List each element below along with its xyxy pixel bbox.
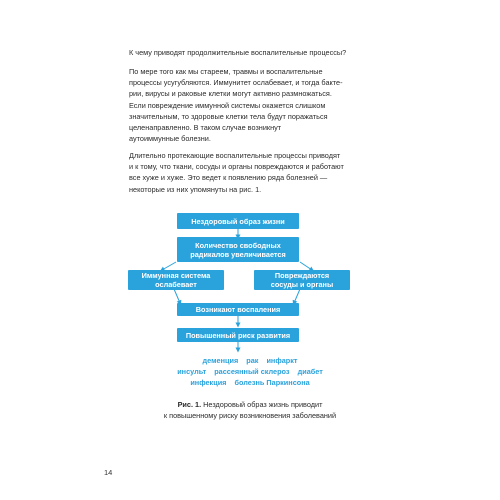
- arrow-damage-to-inflammation: [294, 289, 300, 303]
- page-number: 14: [104, 468, 113, 477]
- paragraph-line: процессы усугубляются. Иммунитет ослабевает, и тогда бакте-: [129, 78, 343, 88]
- disease-item: болезнь Паркинсона: [234, 378, 310, 387]
- disease-item: рак: [246, 356, 259, 365]
- disease-item: инфаркт: [266, 356, 298, 365]
- paragraph-line: аутоиммунные болезни.: [129, 134, 211, 144]
- node-inflammation: [177, 303, 299, 316]
- disease-item: диабет: [297, 367, 323, 376]
- arrow-radicals-to-damage: [300, 262, 312, 270]
- disease-row: [150, 366, 350, 377]
- disease-item: инсульт: [177, 367, 207, 376]
- node-label: Повышенный риск развития: [185, 330, 291, 340]
- node-free-radicals: [177, 237, 299, 262]
- node-label: Повреждаются сосуды и органы: [270, 271, 334, 289]
- disease-row: [150, 355, 350, 366]
- paragraph-line: рии, вирусы и раковые клетки могут активно размножаться.: [129, 89, 332, 99]
- paragraph-line: и к тому, что ткани, сосуды и органы повреждаются и работают: [129, 162, 344, 172]
- disease-item: рассеянный склероз: [214, 367, 290, 376]
- node-unhealthy-lifestyle: [177, 213, 299, 229]
- disease-item: инфекция: [190, 378, 227, 387]
- node-vessels-damaged: [254, 270, 350, 290]
- question-text: К чему приводят продолжительные воспалительные процессы?: [129, 48, 347, 57]
- node-label: Иммунная система ослабевает: [141, 271, 211, 289]
- arrow-immune-to-inflammation: [174, 289, 180, 303]
- paragraph-line: По мере того как мы стареем, травмы и воспалительные: [129, 67, 323, 76]
- node-label: Количество свободных радикалов увеличивается: [190, 240, 286, 259]
- paragraph-line: все хуже и хуже. Это ведет к появлению ряда болезней —: [129, 173, 328, 183]
- caption-line-2: к повышенному риску возникновения заболеваний: [163, 411, 337, 420]
- node-increased-risk: [177, 328, 299, 342]
- question-heading: [129, 47, 379, 58]
- node-label: Возникают воспаления: [195, 305, 281, 314]
- arrow-radicals-to-immune: [162, 262, 176, 270]
- paragraph-line: целенаправленно. В таком случае возникнут: [129, 123, 282, 133]
- node-label: Нездоровый образ жизни: [191, 216, 285, 226]
- paragraph-2: [129, 150, 379, 195]
- disease-list: [150, 355, 350, 388]
- caption-label: Рис. 1.: [177, 400, 202, 409]
- paragraph-line: Если повреждение иммунной системы окажется слишком: [129, 100, 326, 110]
- paragraph-line: Длительно протекающие воспалительные процессы приводят: [129, 151, 341, 160]
- paragraph-line: значительным, то здоровые клетки тела будут поражаться: [129, 111, 328, 121]
- disease-item: деменция: [202, 356, 239, 365]
- disease-row: [150, 377, 350, 388]
- node-immune-weakens: [128, 270, 224, 290]
- paragraph-1: [129, 66, 379, 144]
- caption-line-1: Нездоровый образ жизнь приводит: [203, 400, 323, 409]
- figure-caption: [130, 399, 370, 421]
- paragraph-line: некоторые из них упомянуты на рис. 1.: [129, 184, 262, 194]
